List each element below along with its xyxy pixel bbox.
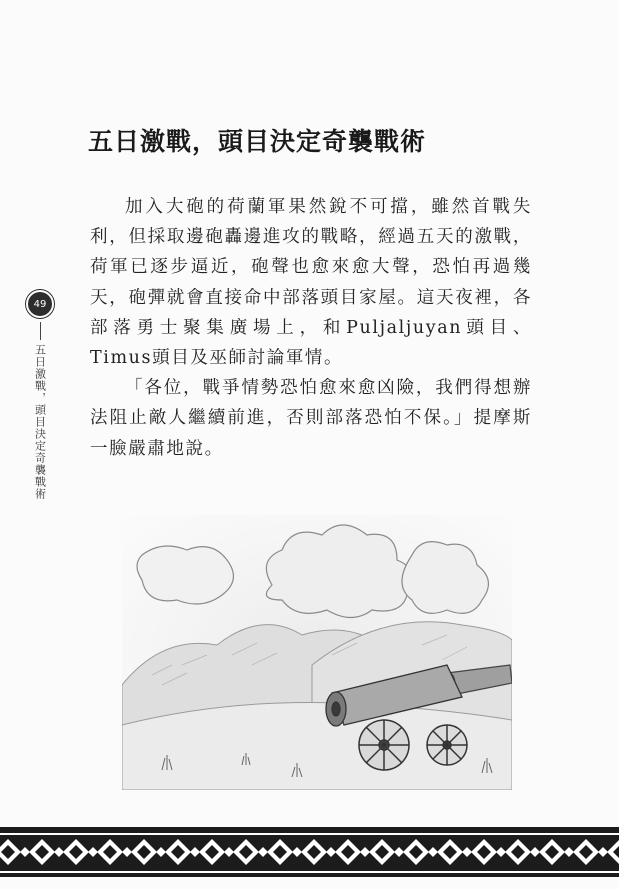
cannon-drawing bbox=[122, 515, 512, 790]
side-divider bbox=[40, 322, 41, 340]
running-title: 五日激戰，頭目決定奇襲戰術 bbox=[33, 344, 47, 500]
body-text bbox=[90, 192, 532, 464]
paragraph: 加入大砲的荷蘭軍果然銳不可擋，雖然首戰失利，但採取邊砲轟邊進攻的戰略，經過五天的激戰，荷軍已逐步逼近，砲聲也愈來愈大聲，恐怕再過幾天，砲彈就會直接命中部落頭目家屋。這天夜裡，各部落勇士聚集廣場上，和Puljaljuyan頭目、Timus頭目及巫師討論軍情。 bbox=[90, 197, 532, 369]
band-line bbox=[0, 871, 619, 873]
paragraph: 「各位，戰爭情勢恐怕愈來愈凶險，我們得想辦法阻止敵人繼續前進，否則部落恐怕不保。」提摩斯一臉嚴肅地說。 bbox=[90, 378, 532, 459]
diamond-pattern bbox=[0, 827, 619, 877]
chapter-heading: 五日激戰，頭目決定奇襲戰術 bbox=[88, 127, 427, 156]
side-running-head bbox=[26, 290, 54, 500]
decorative-border-band bbox=[0, 827, 619, 877]
page-number-badge: 49 bbox=[26, 290, 54, 318]
band-line bbox=[0, 833, 619, 835]
cannon-illustration bbox=[122, 515, 512, 790]
